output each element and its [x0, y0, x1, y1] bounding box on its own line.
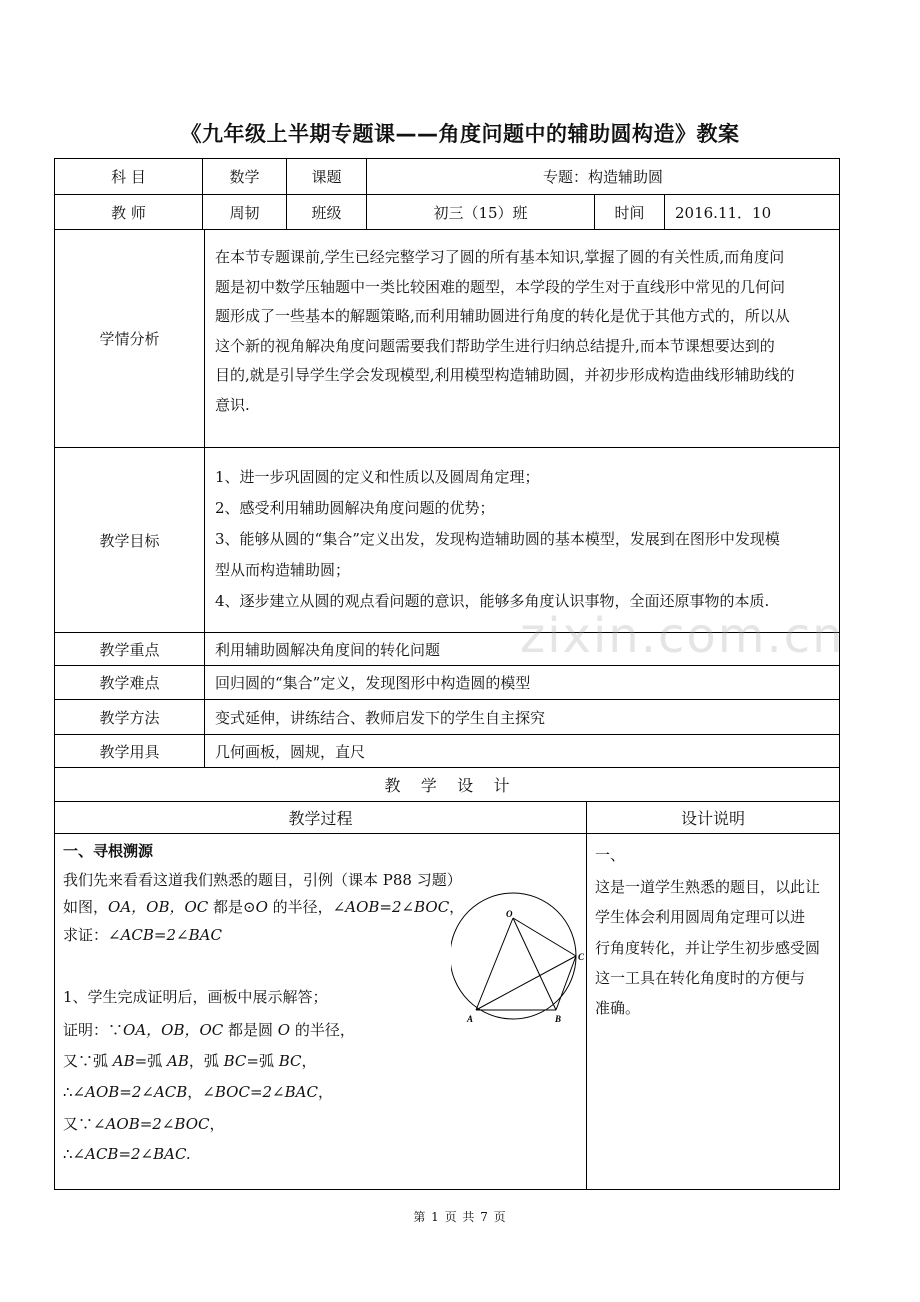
process-content: [54, 833, 586, 1190]
proof-part: =弧: [134, 1052, 167, 1070]
analysis-line: 题是初中数学压轴题中一类比较困难的题型，本学段的学生对于直线形中常见的几何问: [215, 277, 786, 296]
proof-part: AB: [112, 1052, 135, 1070]
label-b: B: [555, 1014, 562, 1024]
row-method: [54, 699, 840, 734]
given-part: 都是⊙: [208, 898, 256, 916]
proof-line-3: [63, 1081, 333, 1102]
proof-part: O: [277, 1021, 291, 1039]
given-part: ，: [449, 898, 465, 916]
proof-part: ∴: [63, 1083, 73, 1101]
label-o: O: [506, 909, 513, 919]
time-value: 2016.11．10: [664, 194, 840, 229]
goal-item: 4、逐步建立从圆的观点看问题的意识，能够多角度认识事物，全面还原事物的本质.: [215, 592, 770, 610]
proof-part: 都是圆: [223, 1021, 278, 1039]
row-subject: [54, 158, 840, 194]
analysis-label: 学情分析: [54, 229, 204, 447]
note-line: 这一工具在转化角度时的方便与: [595, 969, 806, 987]
goal-item: 型从而构造辅助圆；: [215, 561, 351, 579]
segment-ob: [513, 918, 556, 1010]
proof-part: AB: [166, 1052, 189, 1070]
proof-part: 的半径，: [290, 1021, 355, 1039]
proof-line-5: [63, 1145, 191, 1163]
method-label: 教学方法: [54, 699, 204, 734]
proof-part: 又∵弧: [63, 1052, 113, 1070]
prove-text: [63, 924, 222, 945]
given-part: O: [255, 898, 268, 916]
proof-part: =弧: [246, 1052, 279, 1070]
difficulty-label: 教学难点: [54, 665, 204, 699]
proof-part: BC: [278, 1052, 302, 1070]
analysis-line: 意识.: [215, 395, 250, 414]
proof-part: ∴: [63, 1145, 73, 1163]
label-c: C: [578, 952, 585, 962]
row-teacher: [54, 194, 840, 229]
label-a: A: [467, 1014, 474, 1024]
proof-part: 又∵: [63, 1115, 94, 1133]
key-point-label: 教学重点: [54, 632, 204, 665]
intro-text: 我们先来看看这道我们熟悉的题目，引例（课本 P88 习题）: [63, 871, 462, 889]
teacher-value: 周韧: [202, 194, 286, 229]
prove-part: 求证：: [63, 926, 109, 944]
prove-part: ∠ACB=2∠BAC: [108, 926, 222, 944]
section-title: 一、寻根溯源: [63, 842, 154, 860]
document-title: 《九年级上半期专题课——角度问题中的辅助圆构造》教案: [180, 122, 740, 146]
row-key-point: [54, 632, 840, 665]
goal-item: 3、能够从圆的“集合”定义出发，发现构造辅助圆的基本模型，发展到在图形中发现模: [215, 530, 780, 548]
segment-bc: [556, 956, 576, 1010]
given-part: OA，OB，OC: [108, 898, 209, 916]
proof-part: 证明：∵: [63, 1021, 124, 1039]
note-line: 一、: [595, 846, 626, 864]
topic-label: 课题: [286, 158, 366, 194]
proof-part: ，: [317, 1083, 333, 1101]
tools-value: 几何画板，圆规，直尺: [204, 734, 840, 767]
analysis-line: 题形成了一些基本的解题策略,而利用辅助圆进行角度的转化是优于其他方式的，所以从: [215, 307, 790, 325]
goals-label: 教学目标: [54, 447, 204, 632]
page-footer: 第 1 页 共 7 页: [413, 1210, 507, 1224]
analysis-line: 目的,就是引导学生学会发现模型,利用模型构造辅助圆，并初步形成构造曲线形辅助线的: [215, 366, 795, 384]
watermark: zixin.com.cn: [520, 608, 845, 664]
proof-part: ∠ACB=2∠BAC.: [72, 1145, 191, 1163]
figure-circle: [451, 893, 576, 1019]
method-value: 变式延伸，讲练结合、教师启发下的学生自主探究: [204, 699, 840, 734]
given-text: [63, 896, 464, 917]
class-value: 初三（15）班: [366, 194, 594, 229]
analysis-line: 在本节专题课前,学生已经完整学习了圆的所有基本知识,掌握了圆的有关性质,而角度问: [215, 248, 785, 266]
step-one-text: 1、学生完成证明后，画板中展示解答；: [63, 988, 328, 1006]
proof-part: ，: [301, 1052, 317, 1070]
analysis-text: [205, 230, 805, 420]
given-part: 的半径，: [267, 898, 333, 916]
note-line: 行角度转化，并让学生初步感受圆: [595, 939, 821, 957]
row-tools: [54, 734, 840, 767]
proof-part: ∠AOB=2∠ACB: [72, 1083, 188, 1101]
note-line: 这是一道学生熟悉的题目，以此让: [595, 878, 821, 896]
topic-value: 专题：构造辅助圆: [366, 158, 840, 194]
proof-part: ，弧: [188, 1052, 224, 1070]
circle-figure: [451, 884, 587, 1034]
proof-part: ，: [209, 1115, 225, 1133]
row-difficulty: [54, 665, 840, 699]
goal-item: 2、感受利用辅助圆解决角度问题的优势；: [215, 499, 495, 517]
analysis-content: [204, 229, 840, 447]
proof-part: ，: [187, 1083, 203, 1101]
proof-line-2: [63, 1050, 317, 1071]
row-analysis: [54, 229, 840, 447]
proof-line-1: [63, 1019, 355, 1040]
subject-label: 科 目: [54, 158, 202, 194]
given-part: 如图，: [63, 898, 109, 916]
notes-header: 设计说明: [586, 801, 840, 833]
goals-text: [205, 448, 790, 617]
goal-item: 1、进一步巩固圆的定义和性质以及圆周角定理；: [215, 468, 540, 486]
analysis-line: 这个新的视角解决角度问题需要我们帮助学生进行归纳总结提升,而本节课想要达到的: [215, 336, 775, 355]
segment-oa: [476, 918, 513, 1010]
tools-label: 教学用具: [54, 734, 204, 767]
given-part: ∠AOB=2∠BOC: [332, 898, 450, 916]
design-header: 教 学 设 计: [54, 767, 840, 801]
proof-part: OA，OB，OC: [123, 1021, 224, 1039]
key-point-value: 利用辅助圆解决角度间的转化问题: [204, 632, 840, 665]
row-column-headers: [54, 801, 840, 833]
goals-content: [204, 447, 840, 632]
proof-part: BC: [223, 1052, 247, 1070]
class-label: 班级: [286, 194, 366, 229]
teacher-label: 教 师: [54, 194, 202, 229]
proof-part: ∠BOC=2∠BAC: [202, 1083, 318, 1101]
process-header: 教学过程: [54, 801, 586, 833]
row-goals: [54, 447, 840, 632]
time-label: 时间: [594, 194, 664, 229]
difficulty-value: 回归圆的“集合”定义，发现图形中构造圆的模型: [204, 665, 840, 699]
subject-value: 数学: [202, 158, 286, 194]
row-design-header: [54, 767, 840, 801]
segment-ac: [476, 956, 576, 1010]
row-process-content: [54, 833, 840, 1190]
proof-part: ∠AOB=2∠BOC: [93, 1115, 210, 1133]
note-line: 学生体会利用圆周角定理可以进: [595, 908, 806, 926]
proof-line-4: [63, 1113, 225, 1134]
notes-content: [586, 833, 840, 1190]
note-line: 准确。: [595, 999, 641, 1017]
